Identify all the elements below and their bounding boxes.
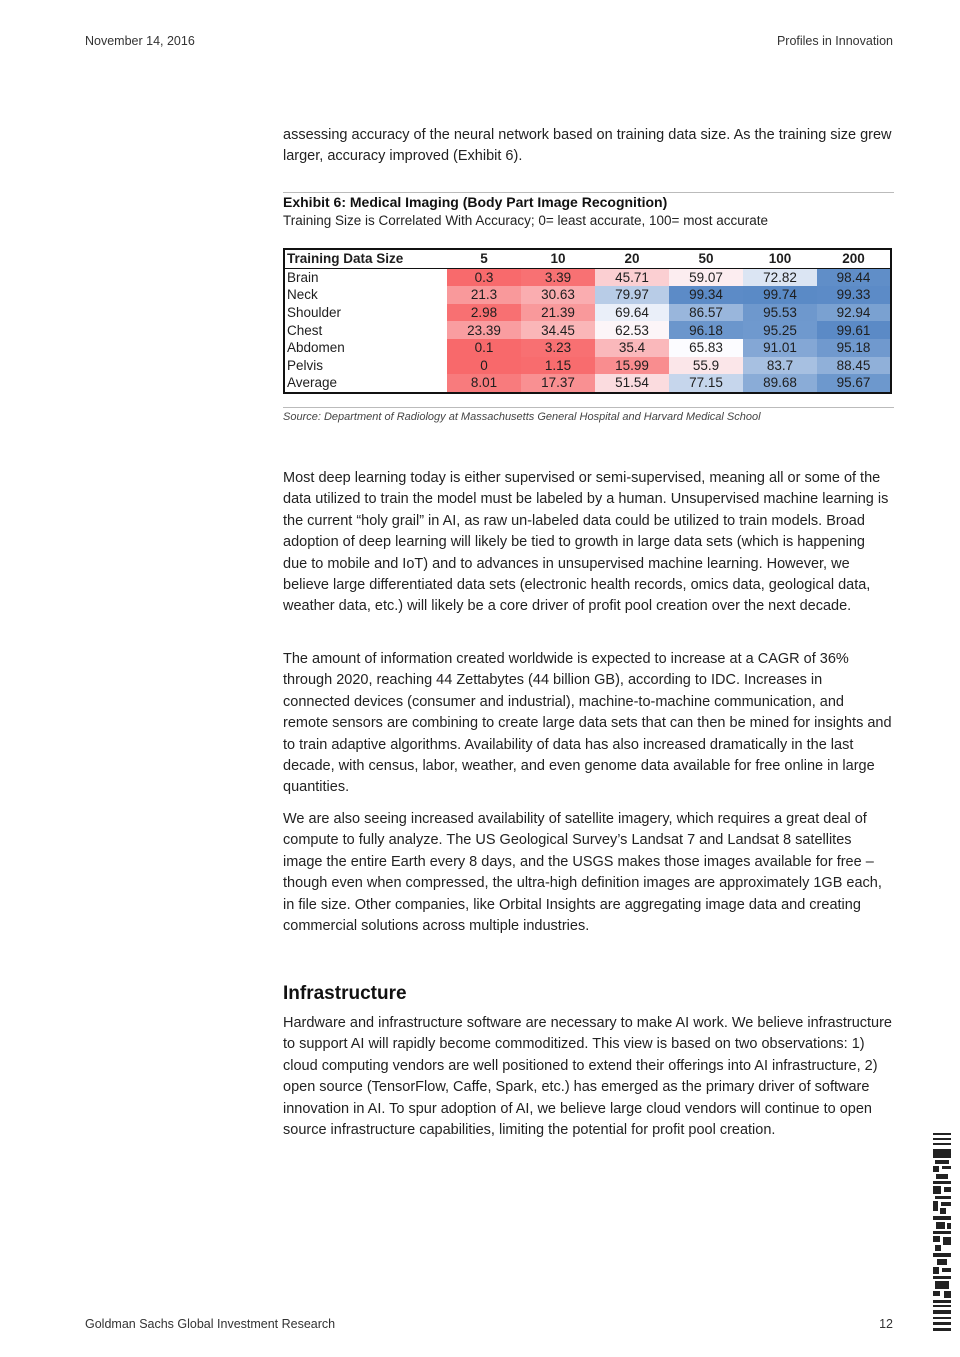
- heatmap-cell: 89.68: [743, 374, 817, 393]
- heatmap-cell: 62.53: [595, 321, 669, 339]
- heatmap-col-header: 20: [595, 249, 669, 268]
- heatmap-body: [284, 268, 891, 393]
- heatmap-cell: 3.39: [521, 268, 595, 286]
- heatmap-cell: 15.99: [595, 357, 669, 375]
- heatmap-col-header: 200: [817, 249, 891, 268]
- heatmap-cell: 69.64: [595, 304, 669, 322]
- exhibit-source: Source: Department of Radiology at Massachusetts General Hospital and Harvard Medical School: [283, 411, 761, 423]
- section-heading: Infrastructure: [283, 983, 407, 1004]
- heatmap-row: [284, 374, 891, 393]
- heatmap-cell: 95.18: [817, 339, 891, 357]
- heatmap-cell: 0.1: [447, 339, 521, 357]
- heatmap-cell: 99.34: [669, 286, 743, 304]
- heatmap-cell: 21.39: [521, 304, 595, 322]
- body-paragraph-1-wrap: [283, 468, 893, 618]
- heatmap-row-label: Abdomen: [287, 340, 345, 356]
- body-paragraph: The amount of information created worldwide is expected to increase at a CAGR of 36% through 2020, reaching 44 Zettabytes (44 billion GB), according to IDC. Increases in connected devices (consumer and industrial), machine-to-machine communication, and remote sensors are combining to create large data sets that can then be mined for insights and to train adaptive algorithms. Availability of data has also increased dramatically in the last decade, with census, labor, weather, and even genome data available for free online in large quantities.: [283, 651, 892, 796]
- heatmap-cell: 65.83: [669, 339, 743, 357]
- heatmap-row: [284, 321, 891, 339]
- heatmap-cell: 99.61: [817, 321, 891, 339]
- intro-paragraph: assessing accuracy of the neural network based on training data size. As the training size grew larger, accuracy improved (Exhibit 6).: [283, 127, 892, 165]
- heatmap-row-label: Neck: [287, 287, 318, 303]
- intro-section: [283, 125, 893, 168]
- heatmap-cell: 79.97: [595, 286, 669, 304]
- heatmap-row: [284, 286, 891, 304]
- heatmap-cell: 59.07: [669, 268, 743, 286]
- section-paragraph-wrap: [283, 1013, 893, 1141]
- qr-code-icon: [933, 1133, 951, 1331]
- heatmap-col-header: 10: [521, 249, 595, 268]
- heatmap-row-label: Chest: [287, 322, 323, 338]
- heatmap-cell: 77.15: [669, 374, 743, 393]
- heatmap-cell: 98.44: [817, 268, 891, 286]
- heatmap-row-label: Average: [287, 375, 338, 391]
- heatmap-cell: 35.4: [595, 339, 669, 357]
- exhibit-top-rule: [283, 192, 894, 193]
- heatmap-cell: 99.33: [817, 286, 891, 304]
- heatmap-cell: 30.63: [521, 286, 595, 304]
- header-series: Profiles in Innovation: [776, 34, 893, 48]
- heatmap-cell: 2.98: [447, 304, 521, 322]
- heatmap-cell: 34.45: [521, 321, 595, 339]
- heatmap-cell: 3.23: [521, 339, 595, 357]
- body-paragraph: Most deep learning today is either supervised or semi-supervised, meaning all or some of the data utilized to train the model must be labeled by a human. Unsupervised machine learning is the current “holy grail” in AI, as raw un-labeled data could be utilized to train models. Broad adoption of deep learning will likely be tied to growth in large data sets (which is happening due to mobile and IoT) and to advances in unsupervised machine learning. However, we believe large differentiated data sets (electronic health records, omics data, geological data, weather data, etc.) will likely be a core driver of profit pool creation over the next decade.: [283, 470, 889, 615]
- heatmap-cell: 95.67: [817, 374, 891, 393]
- footer-page-number: 12: [879, 1317, 893, 1331]
- heatmap-cell: 45.71: [595, 268, 669, 286]
- heatmap-cell: 99.74: [743, 286, 817, 304]
- exhibit-bottom-rule: [283, 407, 894, 408]
- heatmap-cell: 23.39: [447, 321, 521, 339]
- heatmap-cell: 96.18: [669, 321, 743, 339]
- heatmap-row-label: Shoulder: [287, 305, 342, 321]
- heatmap-cell: 95.25: [743, 321, 817, 339]
- body-paragraph-2-wrap: [283, 649, 893, 799]
- heatmap-col-header: 100: [743, 249, 817, 268]
- heatmap-cell: 51.54: [595, 374, 669, 393]
- heatmap-row-label: Brain: [287, 269, 319, 285]
- heatmap-cell: 88.45: [817, 357, 891, 375]
- section-paragraph: Hardware and infrastructure software are necessary to make AI work. We believe infrastructure to support AI will rapidly become commoditized. This view is based on two observations: 1) cloud computing vendors are well positioned to extend their offerings into AI infrastructure, 2) open source (TensorFlow, Caffe, Spark, etc.) has emerged as the primary driver of software innovation in AI. To spur adoption of AI, we believe large cloud vendors will continue to open source infrastructure capabilities, limiting the potential for profit pool creation.: [283, 1015, 892, 1139]
- body-paragraph: We are also seeing increased availability of satellite imagery, which requires a great deal of compute to fully analyze. The US Geological Survey’s Landsat 7 and Landsat 8 satellites image the entire Earth every 8 days, and the USGS makes those images available for free – though even when compressed, the ultra-high definition images are approximately 1GB each, in file size. Other companies, like Orbital Insights are aggregating image data and creating commercial solutions across multiple industries.: [283, 811, 882, 935]
- footer-publisher: Goldman Sachs Global Investment Research: [85, 1317, 336, 1331]
- exhibit-subtitle: Training Size is Correlated With Accuracy; 0= least accurate, 100= most accurate: [283, 213, 768, 228]
- heatmap-cell: 1.15: [521, 357, 595, 375]
- heatmap-col-header: 50: [669, 249, 743, 268]
- heatmap-cell: 21.3: [447, 286, 521, 304]
- heatmap-cell: 91.01: [743, 339, 817, 357]
- heatmap-cell: 17.37: [521, 374, 595, 393]
- heatmap-cell: 86.57: [669, 304, 743, 322]
- header-date: November 14, 2016: [85, 34, 195, 48]
- heatmap-cell: 72.82: [743, 268, 817, 286]
- heatmap-table: [283, 248, 892, 394]
- heatmap-row-header: Training Data Size: [284, 249, 447, 268]
- heatmap-cell: 95.53: [743, 304, 817, 322]
- heatmap-row-label: Pelvis: [287, 357, 324, 373]
- heatmap-cell: 55.9: [669, 357, 743, 375]
- heatmap-cell: 0: [447, 357, 521, 375]
- heatmap-cell: 8.01: [447, 374, 521, 393]
- heatmap-row: [284, 268, 891, 286]
- body-paragraph-3-wrap: [283, 809, 893, 937]
- heatmap-cell: 92.94: [817, 304, 891, 322]
- heatmap-row: [284, 339, 891, 357]
- heatmap-row: [284, 357, 891, 375]
- exhibit-title: Exhibit 6: Medical Imaging (Body Part Image Recognition): [283, 194, 668, 210]
- heatmap-cell: 0.3: [447, 268, 521, 286]
- heatmap-col-header: 5: [447, 249, 521, 268]
- heatmap-row: [284, 304, 891, 322]
- heatmap-cell: 83.7: [743, 357, 817, 375]
- heatmap-header-row: [284, 249, 891, 268]
